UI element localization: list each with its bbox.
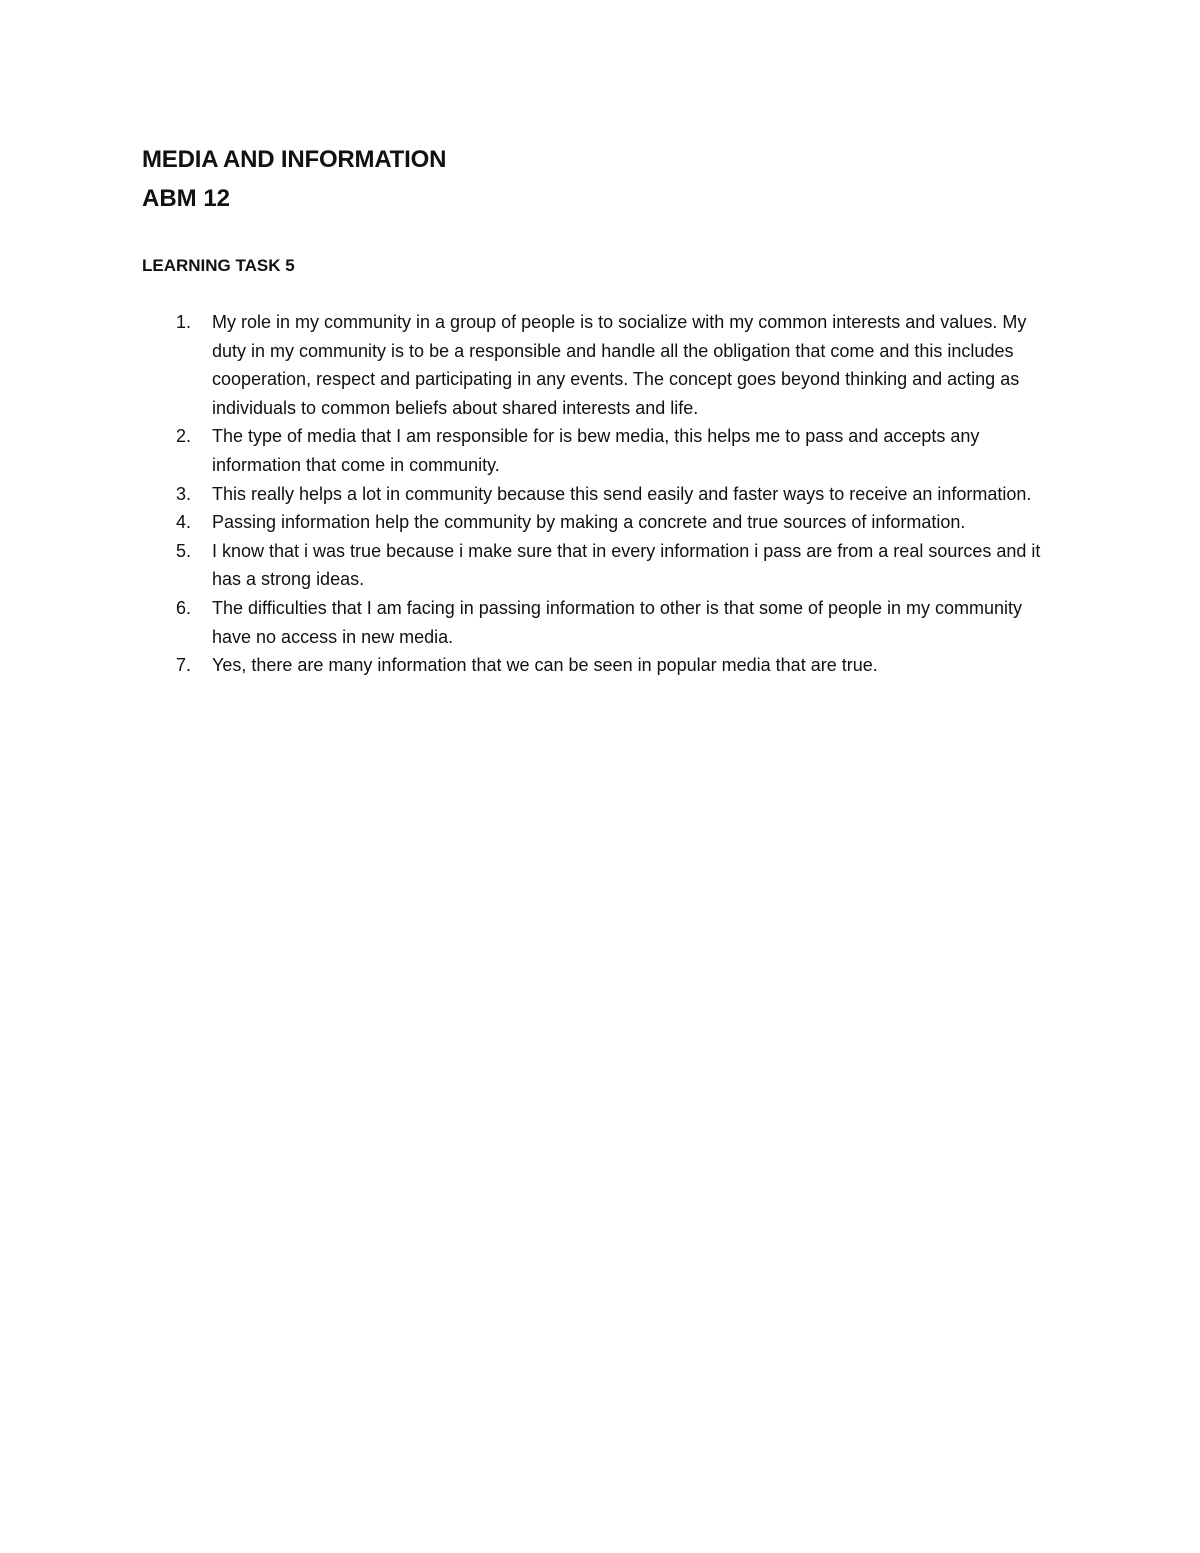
- list-item: [142, 422, 1062, 479]
- list-item-text: Yes, there are many information that we can be seen in popular media that are true.: [212, 655, 878, 676]
- list-item-text: The difficulties that I am facing in passing information to other is that some of people in my community have no access in new media.: [212, 597, 1023, 647]
- list-item: [142, 537, 1062, 594]
- list-item: [142, 480, 1062, 509]
- list-item-number: 2.: [176, 426, 192, 447]
- list-item-text: My role in my community in a group of people is to socialize with my common interests and values. My duty in my community is to be a responsible and handle all the obligation that come and this includes cooperation, respect and participating in any events. The concept goes beyond thinking and acting as individuals to common beliefs about shared interests and life.: [212, 312, 1027, 418]
- list-item-number: 6.: [176, 597, 192, 618]
- list-item: [142, 594, 1062, 651]
- list-item: [142, 308, 1062, 422]
- document-title: MEDIA AND INFORMATION: [142, 146, 447, 173]
- answer-list: [142, 308, 1062, 680]
- list-item-text: The type of media that I am responsible for is bew media, this helps me to pass and accepts any information that come in community.: [212, 426, 980, 475]
- document-subtitle: ABM 12: [142, 185, 231, 212]
- list-item-text: Passing information help the community by making a concrete and true sources of information.: [212, 512, 966, 533]
- task-heading: LEARNING TASK 5: [142, 256, 295, 275]
- list-item-number: 3.: [176, 483, 192, 504]
- list-item-text: This really helps a lot in community because this send easily and faster ways to receive an information.: [212, 483, 1032, 504]
- list-item-number: 7.: [176, 655, 192, 676]
- list-item-text: I know that i was true because i make sure that in every information i pass are from a real sources and it has a strong ideas.: [212, 540, 1041, 590]
- list-item-number: 1.: [176, 312, 192, 332]
- list-item: [142, 508, 1062, 537]
- list-item: [142, 651, 1062, 680]
- list-item-number: 4.: [176, 512, 192, 533]
- list-item-number: 5.: [176, 540, 192, 561]
